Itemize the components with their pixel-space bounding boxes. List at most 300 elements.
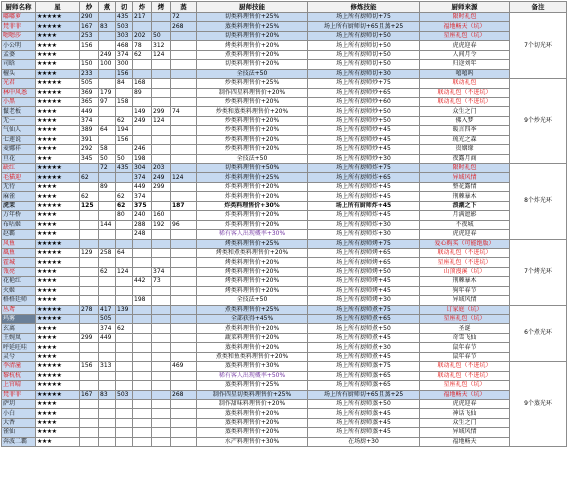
steam-value bbox=[171, 79, 197, 88]
chef-skill: 蒸类料理售价+20% bbox=[197, 409, 308, 418]
table-row bbox=[2, 239, 567, 248]
fry-value bbox=[133, 437, 152, 446]
chef-name: 灵兮 bbox=[2, 352, 36, 361]
table-row bbox=[2, 22, 567, 31]
roast-value bbox=[152, 437, 171, 446]
steam-value bbox=[171, 277, 197, 286]
star-rating: ★★★ bbox=[36, 154, 80, 163]
train-skill: 场上所有厨师切+50 bbox=[308, 31, 420, 40]
star-rating: ★★★★★ bbox=[36, 97, 80, 106]
cut-value bbox=[116, 352, 133, 361]
stir-value: 62 bbox=[80, 173, 99, 182]
stir-value: 369 bbox=[80, 88, 99, 97]
stir-value bbox=[80, 230, 99, 239]
cut-value: 300 bbox=[116, 60, 133, 69]
boil-value: 313 bbox=[99, 362, 116, 371]
cut-value bbox=[116, 239, 133, 248]
train-skill: 场上所有厨师切+65且蒸+25 bbox=[308, 390, 420, 399]
steam-value bbox=[171, 88, 197, 97]
chef-name: 万年桥 bbox=[2, 211, 36, 220]
steam-value bbox=[171, 315, 197, 324]
cut-value: 62 bbox=[116, 201, 133, 210]
chef-name: 嘟嘟萝 bbox=[2, 13, 36, 22]
chef-skill: 蒸类料理售价+25% bbox=[197, 22, 308, 31]
fry-value bbox=[133, 267, 152, 276]
stir-value: 365 bbox=[80, 97, 99, 106]
roast-value bbox=[152, 13, 171, 22]
steam-value bbox=[171, 352, 197, 361]
chef-skill: 稀有客人出现概率+30% bbox=[197, 230, 308, 239]
boil-value bbox=[99, 173, 116, 182]
chef-skill: 烤类料理售价+20% bbox=[197, 286, 308, 295]
stir-value: 374 bbox=[80, 116, 99, 125]
steam-value bbox=[171, 135, 197, 144]
steam-value bbox=[171, 60, 197, 69]
table-row bbox=[2, 437, 567, 446]
boil-value bbox=[99, 31, 116, 40]
fry-value: 62 bbox=[133, 50, 152, 59]
train-skill: 场上所有厨师炸+30 bbox=[308, 230, 420, 239]
chef-name: 大香 bbox=[2, 418, 36, 427]
chef-skill: 炒类和蒸类料理售价+20% bbox=[197, 107, 308, 116]
table-row bbox=[2, 286, 567, 295]
stir-value bbox=[80, 343, 99, 352]
roast-value bbox=[152, 399, 171, 408]
chef-name: 小白 bbox=[2, 409, 36, 418]
chef-source: 鼠年春节 bbox=[420, 352, 510, 361]
cut-value bbox=[116, 296, 133, 305]
table-row bbox=[2, 13, 567, 22]
fry-value: 198 bbox=[133, 154, 152, 163]
roast-value bbox=[152, 362, 171, 371]
fry-value: 89 bbox=[133, 88, 152, 97]
chef-skill: 炒类料理售价+20% bbox=[197, 116, 308, 125]
cut-value: 435 bbox=[116, 164, 133, 173]
chef-name: 缺红 bbox=[2, 164, 36, 173]
chef-skill: 煮类和鱼类料理售价+20% bbox=[197, 352, 308, 361]
stir-value bbox=[80, 239, 99, 248]
chef-name: 孟婆 bbox=[2, 50, 36, 59]
header-chef-skill: 厨师技能 bbox=[197, 2, 308, 13]
chef-source: 神话飞仙 bbox=[420, 409, 510, 418]
star-rating: ★★★★ bbox=[36, 192, 80, 201]
steam-value bbox=[171, 296, 197, 305]
chef-source: 异域风情 bbox=[420, 173, 510, 182]
star-rating: ★★★★★ bbox=[36, 201, 80, 210]
steam-value bbox=[171, 182, 197, 191]
train-skill: 场上所有厨师切+65且蒸+25 bbox=[308, 22, 420, 31]
boil-value: 58 bbox=[99, 145, 116, 154]
boil-value bbox=[99, 418, 116, 427]
steam-value: 268 bbox=[171, 22, 197, 31]
fry-value bbox=[133, 97, 152, 106]
chef-name: 呼延旺哇 bbox=[2, 343, 36, 352]
boil-value: 100 bbox=[99, 60, 116, 69]
stir-value bbox=[80, 296, 99, 305]
steam-value bbox=[171, 239, 197, 248]
chef-skill: 炒类料理售价+20% bbox=[197, 126, 308, 135]
stir-value: 389 bbox=[80, 126, 99, 135]
cut-value bbox=[116, 315, 133, 324]
table-row bbox=[2, 192, 567, 201]
chef-skill: 烤类和煮类料理售价+20% bbox=[197, 248, 308, 257]
chef-source: 嘻嘻呜 bbox=[420, 69, 510, 78]
steam-value bbox=[171, 399, 197, 408]
chef-name: 麦娜祥 bbox=[2, 145, 36, 154]
table-row bbox=[2, 97, 567, 106]
table-row bbox=[2, 230, 567, 239]
fry-value: 449 bbox=[133, 182, 152, 191]
chef-skill: 炒类料理售价+20% bbox=[197, 145, 308, 154]
table-row bbox=[2, 107, 567, 116]
fry-value: 149 bbox=[133, 107, 152, 116]
cut-value bbox=[116, 409, 133, 418]
chef-name: 上官晴 bbox=[2, 381, 36, 390]
fry-value: 198 bbox=[133, 296, 152, 305]
steam-value bbox=[171, 97, 197, 106]
train-skill: 场上所有厨师煮+65 bbox=[308, 315, 420, 324]
roast-value: 73 bbox=[152, 277, 171, 286]
chef-name: 玄离 bbox=[2, 324, 36, 333]
train-skill: 场上所有厨师蒸+75 bbox=[308, 362, 420, 371]
chef-source: 福地畅天（坑） bbox=[420, 22, 510, 31]
train-skill: 场上所有厨师烤+45 bbox=[308, 286, 420, 295]
table-row bbox=[2, 399, 567, 408]
chef-name: 毛猫迎 bbox=[2, 173, 36, 182]
chef-name: 林中风悉 bbox=[2, 88, 36, 97]
stir-value: 167 bbox=[80, 390, 99, 399]
star-rating: ★★★★ bbox=[36, 428, 80, 437]
fry-value bbox=[133, 352, 152, 361]
stir-value: 156 bbox=[80, 41, 99, 50]
chef-skill: 炸类料理售价+25% bbox=[197, 173, 308, 182]
boil-value: 83 bbox=[99, 390, 116, 399]
roast-value bbox=[152, 324, 171, 333]
roast-value: 50 bbox=[152, 31, 171, 40]
chef-name: 七莲说 bbox=[2, 135, 36, 144]
chef-source: 联动礼包（不进坑） bbox=[420, 371, 510, 380]
boil-value: 62 bbox=[99, 267, 116, 276]
cut-value bbox=[116, 145, 133, 154]
chef-source: 山顶漫溪（坑） bbox=[420, 267, 510, 276]
fry-value bbox=[133, 362, 152, 371]
chef-skill: 炸类料理售价+20% bbox=[197, 182, 308, 191]
header-cut: 切 bbox=[116, 2, 133, 13]
boil-value bbox=[99, 192, 116, 201]
chef-name: 梵菲菲 bbox=[2, 390, 36, 399]
roast-value bbox=[152, 135, 171, 144]
boil-value: 258 bbox=[99, 248, 116, 257]
chef-source: 异域风情 bbox=[420, 428, 510, 437]
roast-value: 249 bbox=[152, 173, 171, 182]
cut-value: 84 bbox=[116, 79, 133, 88]
chef-name: 虎茉 bbox=[2, 201, 36, 210]
fry-value: 168 bbox=[133, 79, 152, 88]
chef-name: 赵霸 bbox=[2, 230, 36, 239]
star-rating: ★★★★ bbox=[36, 126, 80, 135]
star-rating: ★★★★★ bbox=[36, 248, 80, 257]
stir-value bbox=[80, 437, 99, 446]
star-rating: ★★★★★ bbox=[36, 390, 80, 399]
steam-value bbox=[171, 248, 197, 257]
table-row bbox=[2, 69, 567, 78]
train-skill: 在场厨+30 bbox=[308, 437, 420, 446]
chef-source: 不夜城 bbox=[420, 220, 510, 229]
boil-value: 449 bbox=[99, 333, 116, 342]
chef-name: 萨玥 bbox=[2, 399, 36, 408]
chef-skill: 炸类料理售价+20% bbox=[197, 192, 308, 201]
train-skill: 场上所有厨师烤+75 bbox=[308, 239, 420, 248]
chef-skill: 水产料理售价+30% bbox=[197, 437, 308, 446]
star-rating: ★★★★ bbox=[36, 116, 80, 125]
table-row bbox=[2, 50, 567, 59]
stir-value: 345 bbox=[80, 154, 99, 163]
stir-value bbox=[80, 277, 99, 286]
star-rating: ★★★★★ bbox=[36, 13, 80, 22]
roast-value bbox=[152, 69, 171, 78]
train-skill: 场上所有厨师蒸+65 bbox=[308, 371, 420, 380]
roast-value: 124 bbox=[152, 50, 171, 59]
train-skill: 场上所有厨师炒+50 bbox=[308, 107, 420, 116]
steam-value bbox=[171, 371, 197, 380]
star-rating: ★★★ bbox=[36, 437, 80, 446]
chef-name: 黎杭杭 bbox=[2, 371, 36, 380]
chef-name: 鬣老板 bbox=[2, 107, 36, 116]
roast-value bbox=[152, 352, 171, 361]
steam-value bbox=[171, 230, 197, 239]
star-rating: ★★★★ bbox=[36, 211, 80, 220]
fry-value: 442 bbox=[133, 277, 152, 286]
steam-value bbox=[171, 116, 197, 125]
chef-skill: 蒸类料理售价+25% bbox=[197, 381, 308, 390]
train-skill: 场上所有厨师煮+75 bbox=[308, 305, 420, 314]
steam-value bbox=[171, 50, 197, 59]
chef-name: 气仙人 bbox=[2, 126, 36, 135]
boil-value bbox=[99, 13, 116, 22]
chef-source: 整花露情 bbox=[420, 182, 510, 191]
chef-skill: 煮类料理售价+25% bbox=[197, 305, 308, 314]
stir-value: 125 bbox=[80, 201, 99, 210]
steam-value bbox=[171, 418, 197, 427]
roast-value bbox=[152, 22, 171, 31]
stir-value: 167 bbox=[80, 22, 99, 31]
roast-value bbox=[152, 409, 171, 418]
chef-name: 玛雾 bbox=[2, 315, 36, 324]
roast-value bbox=[152, 296, 171, 305]
stir-value: 150 bbox=[80, 60, 99, 69]
chef-source: 荆棘暴木 bbox=[420, 192, 510, 201]
train-skill: 场上所有厨师炸+30 bbox=[308, 220, 420, 229]
chef-skill: 蔬菜料理售价+20% bbox=[197, 333, 308, 342]
boil-value bbox=[99, 352, 116, 361]
fry-value bbox=[133, 126, 152, 135]
fry-value bbox=[133, 399, 152, 408]
table-row bbox=[2, 371, 567, 380]
roast-value bbox=[152, 97, 171, 106]
boil-value bbox=[99, 428, 116, 437]
chef-source: 订家庭（坑） bbox=[420, 305, 510, 314]
chef-skill: 炒类料理售价+20% bbox=[197, 97, 308, 106]
train-skill: 场上所有厨师蒸+45 bbox=[308, 418, 420, 427]
steam-value: 187 bbox=[171, 201, 197, 210]
cut-value bbox=[116, 182, 133, 191]
chef-skill: 炸类料理售价+20% bbox=[197, 220, 308, 229]
roast-value bbox=[152, 248, 171, 257]
table-row bbox=[2, 324, 567, 333]
chef-name: 瓴亮 bbox=[2, 267, 36, 276]
roast-value: 299 bbox=[152, 182, 171, 191]
steam-value bbox=[171, 267, 197, 276]
chef-source: 贵姻缘 bbox=[420, 145, 510, 154]
cut-value bbox=[116, 230, 133, 239]
boil-value: 64 bbox=[99, 126, 116, 135]
chef-source: 暖言四季 bbox=[420, 126, 510, 135]
roast-value bbox=[152, 371, 171, 380]
chef-name: 无一 bbox=[2, 116, 36, 125]
star-rating: ★★★★★ bbox=[36, 22, 80, 31]
table-row bbox=[2, 418, 567, 427]
stir-value: 278 bbox=[80, 305, 99, 314]
chef-source: 联动礼包（不进坑） bbox=[420, 248, 510, 257]
train-skill: 场上所有厨师烤+65 bbox=[308, 248, 420, 257]
table-row bbox=[2, 362, 567, 371]
boil-value bbox=[99, 409, 116, 418]
header-row bbox=[2, 2, 567, 13]
roast-value bbox=[152, 230, 171, 239]
roast-value bbox=[152, 154, 171, 163]
stir-value: 290 bbox=[80, 13, 99, 22]
chef-name: 布咕姬 bbox=[2, 220, 36, 229]
chef-name: 檀头 bbox=[2, 69, 36, 78]
fry-value: 304 bbox=[133, 164, 152, 173]
chef-source: 奇雪飞仙 bbox=[420, 333, 510, 342]
chef-skill: 全技法+50 bbox=[197, 154, 308, 163]
star-rating: ★★★★★ bbox=[36, 79, 80, 88]
boil-value bbox=[99, 277, 116, 286]
chef-table bbox=[1, 1, 567, 447]
roast-value: 124 bbox=[152, 116, 171, 125]
chef-name: 花艳红 bbox=[2, 277, 36, 286]
boil-value: 50 bbox=[99, 154, 116, 163]
star-rating: ★★★★ bbox=[36, 182, 80, 191]
stir-value: 299 bbox=[80, 333, 99, 342]
cut-value: 503 bbox=[116, 390, 133, 399]
star-rating: ★★★★★ bbox=[36, 305, 80, 314]
star-rating: ★★★★★ bbox=[36, 362, 80, 371]
cut-value bbox=[116, 286, 133, 295]
chef-name: 嗯嗯莎 bbox=[2, 31, 36, 40]
cut-value: 158 bbox=[116, 97, 133, 106]
chef-skill: 全部获得+45% bbox=[197, 315, 308, 324]
stir-value: 129 bbox=[80, 248, 99, 257]
cut-value bbox=[116, 371, 133, 380]
chef-name: 王婉岚 bbox=[2, 333, 36, 342]
boil-value: 72 bbox=[99, 164, 116, 173]
group-note: 9个炒光环 bbox=[510, 79, 567, 164]
train-skill: 场上所有厨师切+50 bbox=[308, 60, 420, 69]
header-boil: 煮 bbox=[99, 2, 116, 13]
star-rating: ★★★★ bbox=[36, 31, 80, 40]
chef-skill: 煮类料理售价+20% bbox=[197, 324, 308, 333]
boil-value bbox=[99, 343, 116, 352]
table-row bbox=[2, 220, 567, 229]
roast-value bbox=[152, 390, 171, 399]
steam-value bbox=[171, 324, 197, 333]
stir-value bbox=[80, 381, 99, 390]
cut-value: 435 bbox=[116, 13, 133, 22]
chef-source: 虎虎迎春 bbox=[420, 41, 510, 50]
steam-value bbox=[171, 211, 197, 220]
train-skill: 场上所有厨师蒸+45 bbox=[308, 428, 420, 437]
train-skill: 场上所有厨师炒+45 bbox=[308, 135, 420, 144]
chef-skill: 蒸类料理售价+20% bbox=[197, 418, 308, 427]
table-row bbox=[2, 79, 567, 88]
chef-name: 亘花 bbox=[2, 154, 36, 163]
chef-name: 小黑 bbox=[2, 97, 36, 106]
stir-value: 449 bbox=[80, 107, 99, 116]
train-skill: 场上所有厨师炒+30 bbox=[308, 154, 420, 163]
fry-value bbox=[133, 315, 152, 324]
stir-value bbox=[80, 258, 99, 267]
boil-value bbox=[99, 286, 116, 295]
chef-source: 浪潮之下 bbox=[420, 201, 510, 210]
chef-skill: 炸类料理售价+20% bbox=[197, 211, 308, 220]
group-note: 6个煮光环 bbox=[510, 305, 567, 362]
train-skill: 场上所有厨师蒸+65 bbox=[308, 381, 420, 390]
cut-value bbox=[116, 88, 133, 97]
chef-name: 格格廷师 bbox=[2, 296, 36, 305]
fry-value bbox=[133, 305, 152, 314]
train-skill: 场上所有厨师煮+30 bbox=[308, 343, 420, 352]
train-skill: 场上所有厨师煮+45 bbox=[308, 333, 420, 342]
stir-value: 156 bbox=[80, 362, 99, 371]
stir-value: 292 bbox=[80, 145, 99, 154]
table-row bbox=[2, 409, 567, 418]
steam-value bbox=[171, 333, 197, 342]
chef-name: 无待 bbox=[2, 182, 36, 191]
cut-value bbox=[116, 381, 133, 390]
table-row bbox=[2, 343, 567, 352]
table-row bbox=[2, 182, 567, 191]
boil-value: 144 bbox=[99, 220, 116, 229]
stir-value: 233 bbox=[80, 69, 99, 78]
star-rating: ★★★★ bbox=[36, 399, 80, 408]
fry-value: 374 bbox=[133, 192, 152, 201]
chef-name: 雀仙 bbox=[2, 428, 36, 437]
chef-source: 鼠年春节 bbox=[420, 343, 510, 352]
train-skill: 场上所有厨师蒸+50 bbox=[308, 399, 420, 408]
cut-value bbox=[116, 428, 133, 437]
chef-skill: 制作四星料理售价+20% bbox=[197, 88, 308, 97]
stir-value: 391 bbox=[80, 135, 99, 144]
cut-value: 194 bbox=[116, 126, 133, 135]
train-skill: 场上所有厨师炸+45 bbox=[308, 201, 420, 210]
train-skill: 场上所有厨师烤+45 bbox=[308, 277, 420, 286]
chef-source: 圣诞 bbox=[420, 324, 510, 333]
chef-skill: 烤类料理售价+20% bbox=[197, 258, 308, 267]
steam-value: 268 bbox=[171, 390, 197, 399]
train-skill: 场上所有厨师烤+65 bbox=[308, 258, 420, 267]
star-rating: ★★★★★ bbox=[36, 239, 80, 248]
chef-skill: 蒸类料理售价+20% bbox=[197, 428, 308, 437]
fry-value bbox=[133, 60, 152, 69]
fry-value: 202 bbox=[133, 31, 152, 40]
boil-value: 249 bbox=[99, 50, 116, 59]
fry-value bbox=[133, 390, 152, 399]
steam-value bbox=[171, 343, 197, 352]
star-rating: ★★★★ bbox=[36, 145, 80, 154]
star-rating: ★★★★ bbox=[36, 267, 80, 276]
